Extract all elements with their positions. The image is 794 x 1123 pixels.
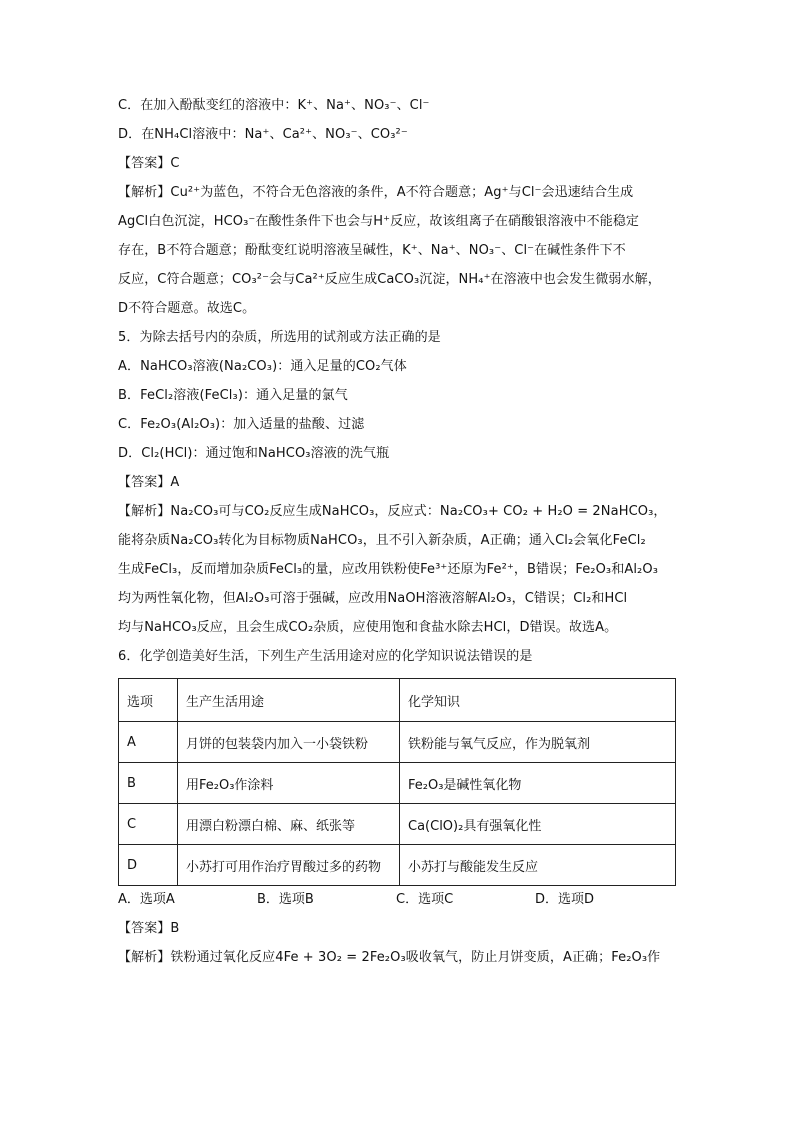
q5-analysis-line: 生成FeCl₃，反而增加杂质FeCl₃的量，应改用铁粉使Fe³⁺还原为Fe²⁺，B错误；Fe₂O₃和Al₂O₃ [118, 562, 659, 577]
q5-analysis-line: 均为两性氧化物，但Al₂O₃可溶于强碱，应改用NaOH溶液溶解Al₂O₃，C错误；Cl₂和HCl [118, 591, 628, 606]
table-row [119, 804, 676, 845]
table-cell: 铁粉能与氧气反应，作为脱氧剂 [400, 722, 676, 763]
q6-choice-c: C．选项C [396, 892, 454, 907]
q4-option-c: C．在加入酚酞变红的溶液中：K⁺、Na⁺、NO₃⁻、Cl⁻ [118, 98, 430, 113]
q6-choices [118, 890, 678, 919]
table-cell: B [119, 763, 178, 804]
q6-analysis-line: 【解析】铁粉通过氧化反应4Fe + 3O₂ = 2Fe₂O₃吸收氧气，防止月饼变质，A正确；Fe₂O₃作 [118, 950, 661, 965]
q5-analysis-line: 均与NaHCO₃反应，且会生成CO₂杂质，应使用饱和食盐水除去HCl，D错误。故选A。 [118, 620, 618, 635]
q4-answer: 【答案】C [118, 156, 180, 171]
table-cell: 用Fe₂O₃作涂料 [178, 763, 400, 804]
q5-answer: 【答案】A [118, 475, 180, 490]
q4-analysis [118, 183, 678, 328]
q4-analysis-line: 反应，C符合题意；CO₃²⁻会与Ca²⁺反应生成CaCO₃沉淀，NH₄⁺在溶液中也会发生微弱水解， [118, 272, 661, 287]
table-row [119, 845, 676, 886]
table-cell: 小苏打与酸能发生反应 [400, 845, 676, 886]
q5-analysis-line: 能将杂质Na₂CO₃转化为目标物质NaHCO₃，且不引入新杂质，A正确；通入Cl₂会氧化FeCl₂ [118, 533, 646, 548]
table-header-cell: 选项 [119, 679, 178, 722]
q4-analysis-line: AgCl白色沉淀，HCO₃⁻在酸性条件下也会与H⁺反应，故该组离子在硝酸银溶液中不能稳定 [118, 214, 640, 229]
table-cell: D [119, 845, 178, 886]
q5-analysis-line: 【解析】Na₂CO₃可与CO₂反应生成NaHCO₃，反应式：Na₂CO₃+ CO₂ + H₂O = 2NaHCO₃， [118, 504, 667, 519]
table-header-cell: 化学知识 [400, 679, 676, 722]
table-cell: 小苏打可用作治疗胃酸过多的药物 [178, 845, 400, 886]
q6-stem: 6．化学创造美好生活，下列生产生活用途对应的化学知识说法错误的是 [118, 649, 533, 664]
table-cell: Fe₂O₃是碱性氧化物 [400, 763, 676, 804]
q6-choice-a: A．选项A [118, 892, 175, 907]
q6-answer: 【答案】B [118, 921, 180, 936]
table-cell: A [119, 722, 178, 763]
document-page [118, 96, 678, 977]
table-row [119, 763, 676, 804]
q5-analysis [118, 502, 678, 647]
q4-analysis-line: D不符合题意。故选C。 [118, 301, 256, 316]
q6-choice-d: D．选项D [535, 892, 595, 907]
q5-option-c: C．Fe₂O₃(Al₂O₃)：加入适量的盐酸、过滤 [118, 417, 365, 432]
q5-option-a: A．NaHCO₃溶液(Na₂CO₃)：通入足量的CO₂气体 [118, 359, 407, 374]
table-header-cell: 生产生活用途 [178, 679, 400, 722]
q4-option-d: D．在NH₄Cl溶液中：Na⁺、Ca²⁺、NO₃⁻、CO₃²⁻ [118, 127, 408, 142]
table-cell: C [119, 804, 178, 845]
table-header-row [119, 679, 676, 722]
q5-stem: 5．为除去括号内的杂质，所选用的试剂或方法正确的是 [118, 330, 441, 345]
q5-option-b: B．FeCl₂溶液(FeCl₃)：通入足量的氯气 [118, 388, 348, 403]
table-row [119, 722, 676, 763]
table-cell: Ca(ClO)₂具有强氧化性 [400, 804, 676, 845]
q6-choice-b: B．选项B [257, 892, 314, 907]
table-cell: 月饼的包装袋内加入一小袋铁粉 [178, 722, 400, 763]
q5-option-d: D．Cl₂(HCl)：通过饱和NaHCO₃溶液的洗气瓶 [118, 446, 390, 461]
table-cell: 用漂白粉漂白棉、麻、纸张等 [178, 804, 400, 845]
q6-table [118, 678, 676, 886]
q4-analysis-line: 【解析】Cu²⁺为蓝色，不符合无色溶液的条件，A不符合题意；Ag⁺与Cl⁻会迅速结合生成 [118, 185, 634, 200]
q4-analysis-line: 存在，B不符合题意；酚酞变红说明溶液呈碱性，K⁺、Na⁺、NO₃⁻、Cl⁻在碱性条件下不 [118, 243, 626, 258]
